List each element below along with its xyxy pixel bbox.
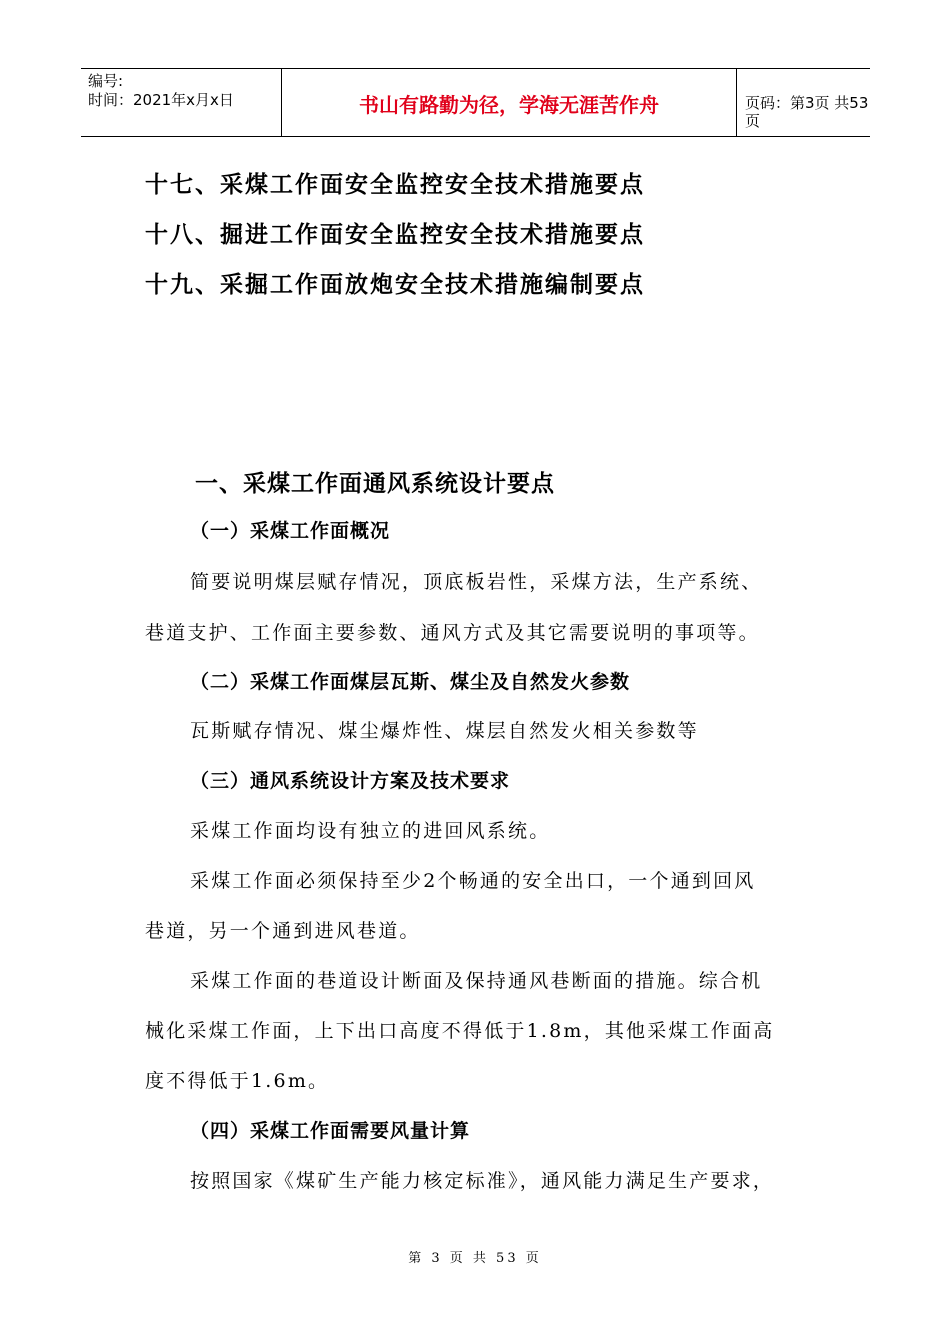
section-title: 一、采煤工作面通风系统设计要点 xyxy=(195,470,555,497)
subsection-3-heading: （三）通风系统设计方案及技术要求 xyxy=(190,770,511,792)
paragraph-line: 巷道，另一个通到进风巷道。 xyxy=(145,920,421,942)
subsection-2-heading: （二）采煤工作面煤层瓦斯、煤尘及自然发火参数 xyxy=(190,671,631,693)
paragraph-line: 械化采煤工作面，上下出口高度不得低于1.8m，其他采煤工作面高 xyxy=(145,1020,775,1042)
toc-item-17: 十七、采煤工作面安全监控安全技术措施要点 xyxy=(145,171,645,198)
page-info: 页码：第3页 共53页 xyxy=(745,94,869,130)
motto-text: 书山有路勤为径，学海无涯苦作舟 xyxy=(359,93,659,117)
paragraph-line: 采煤工作面均设有独立的进回风系统。 xyxy=(190,820,551,842)
header-page-cell xyxy=(737,69,870,136)
subsection-4-heading: （四）采煤工作面需要风量计算 xyxy=(190,1120,471,1142)
header-motto-cell xyxy=(282,69,737,136)
paragraph-line: 度不得低于1.6m。 xyxy=(145,1070,330,1092)
subsection-1-heading: （一）采煤工作面概况 xyxy=(190,520,391,542)
toc-item-18: 十八、掘进工作面安全监控安全技术措施要点 xyxy=(145,221,645,248)
paragraph-line: 采煤工作面必须保持至少2个畅通的安全出口，一个通到回风 xyxy=(190,870,756,892)
paragraph-line: 按照国家《煤矿生产能力核定标准》，通风能力满足生产要求， xyxy=(190,1170,775,1192)
paragraph-line: 瓦斯赋存情况、煤尘爆炸性、煤层自然发火相关参数等 xyxy=(190,720,699,742)
header-meta-cell xyxy=(81,69,282,136)
header-table xyxy=(81,68,870,137)
page-footer: 第 3 页 共 53 页 xyxy=(408,1251,542,1266)
document-number-label: 编号: xyxy=(88,72,124,90)
toc-item-19: 十九、采掘工作面放炮安全技术措施编制要点 xyxy=(145,271,645,298)
document-time-label: 时间：2021年x月x日 xyxy=(88,91,234,109)
paragraph-line: 简要说明煤层赋存情况，顶底板岩性，采煤方法，生产系统、 xyxy=(190,571,763,593)
paragraph-line: 巷道支护、工作面主要参数、通风方式及其它需要说明的事项等。 xyxy=(145,622,760,644)
paragraph-line: 采煤工作面的巷道设计断面及保持通风巷断面的措施。综合机 xyxy=(190,970,763,992)
